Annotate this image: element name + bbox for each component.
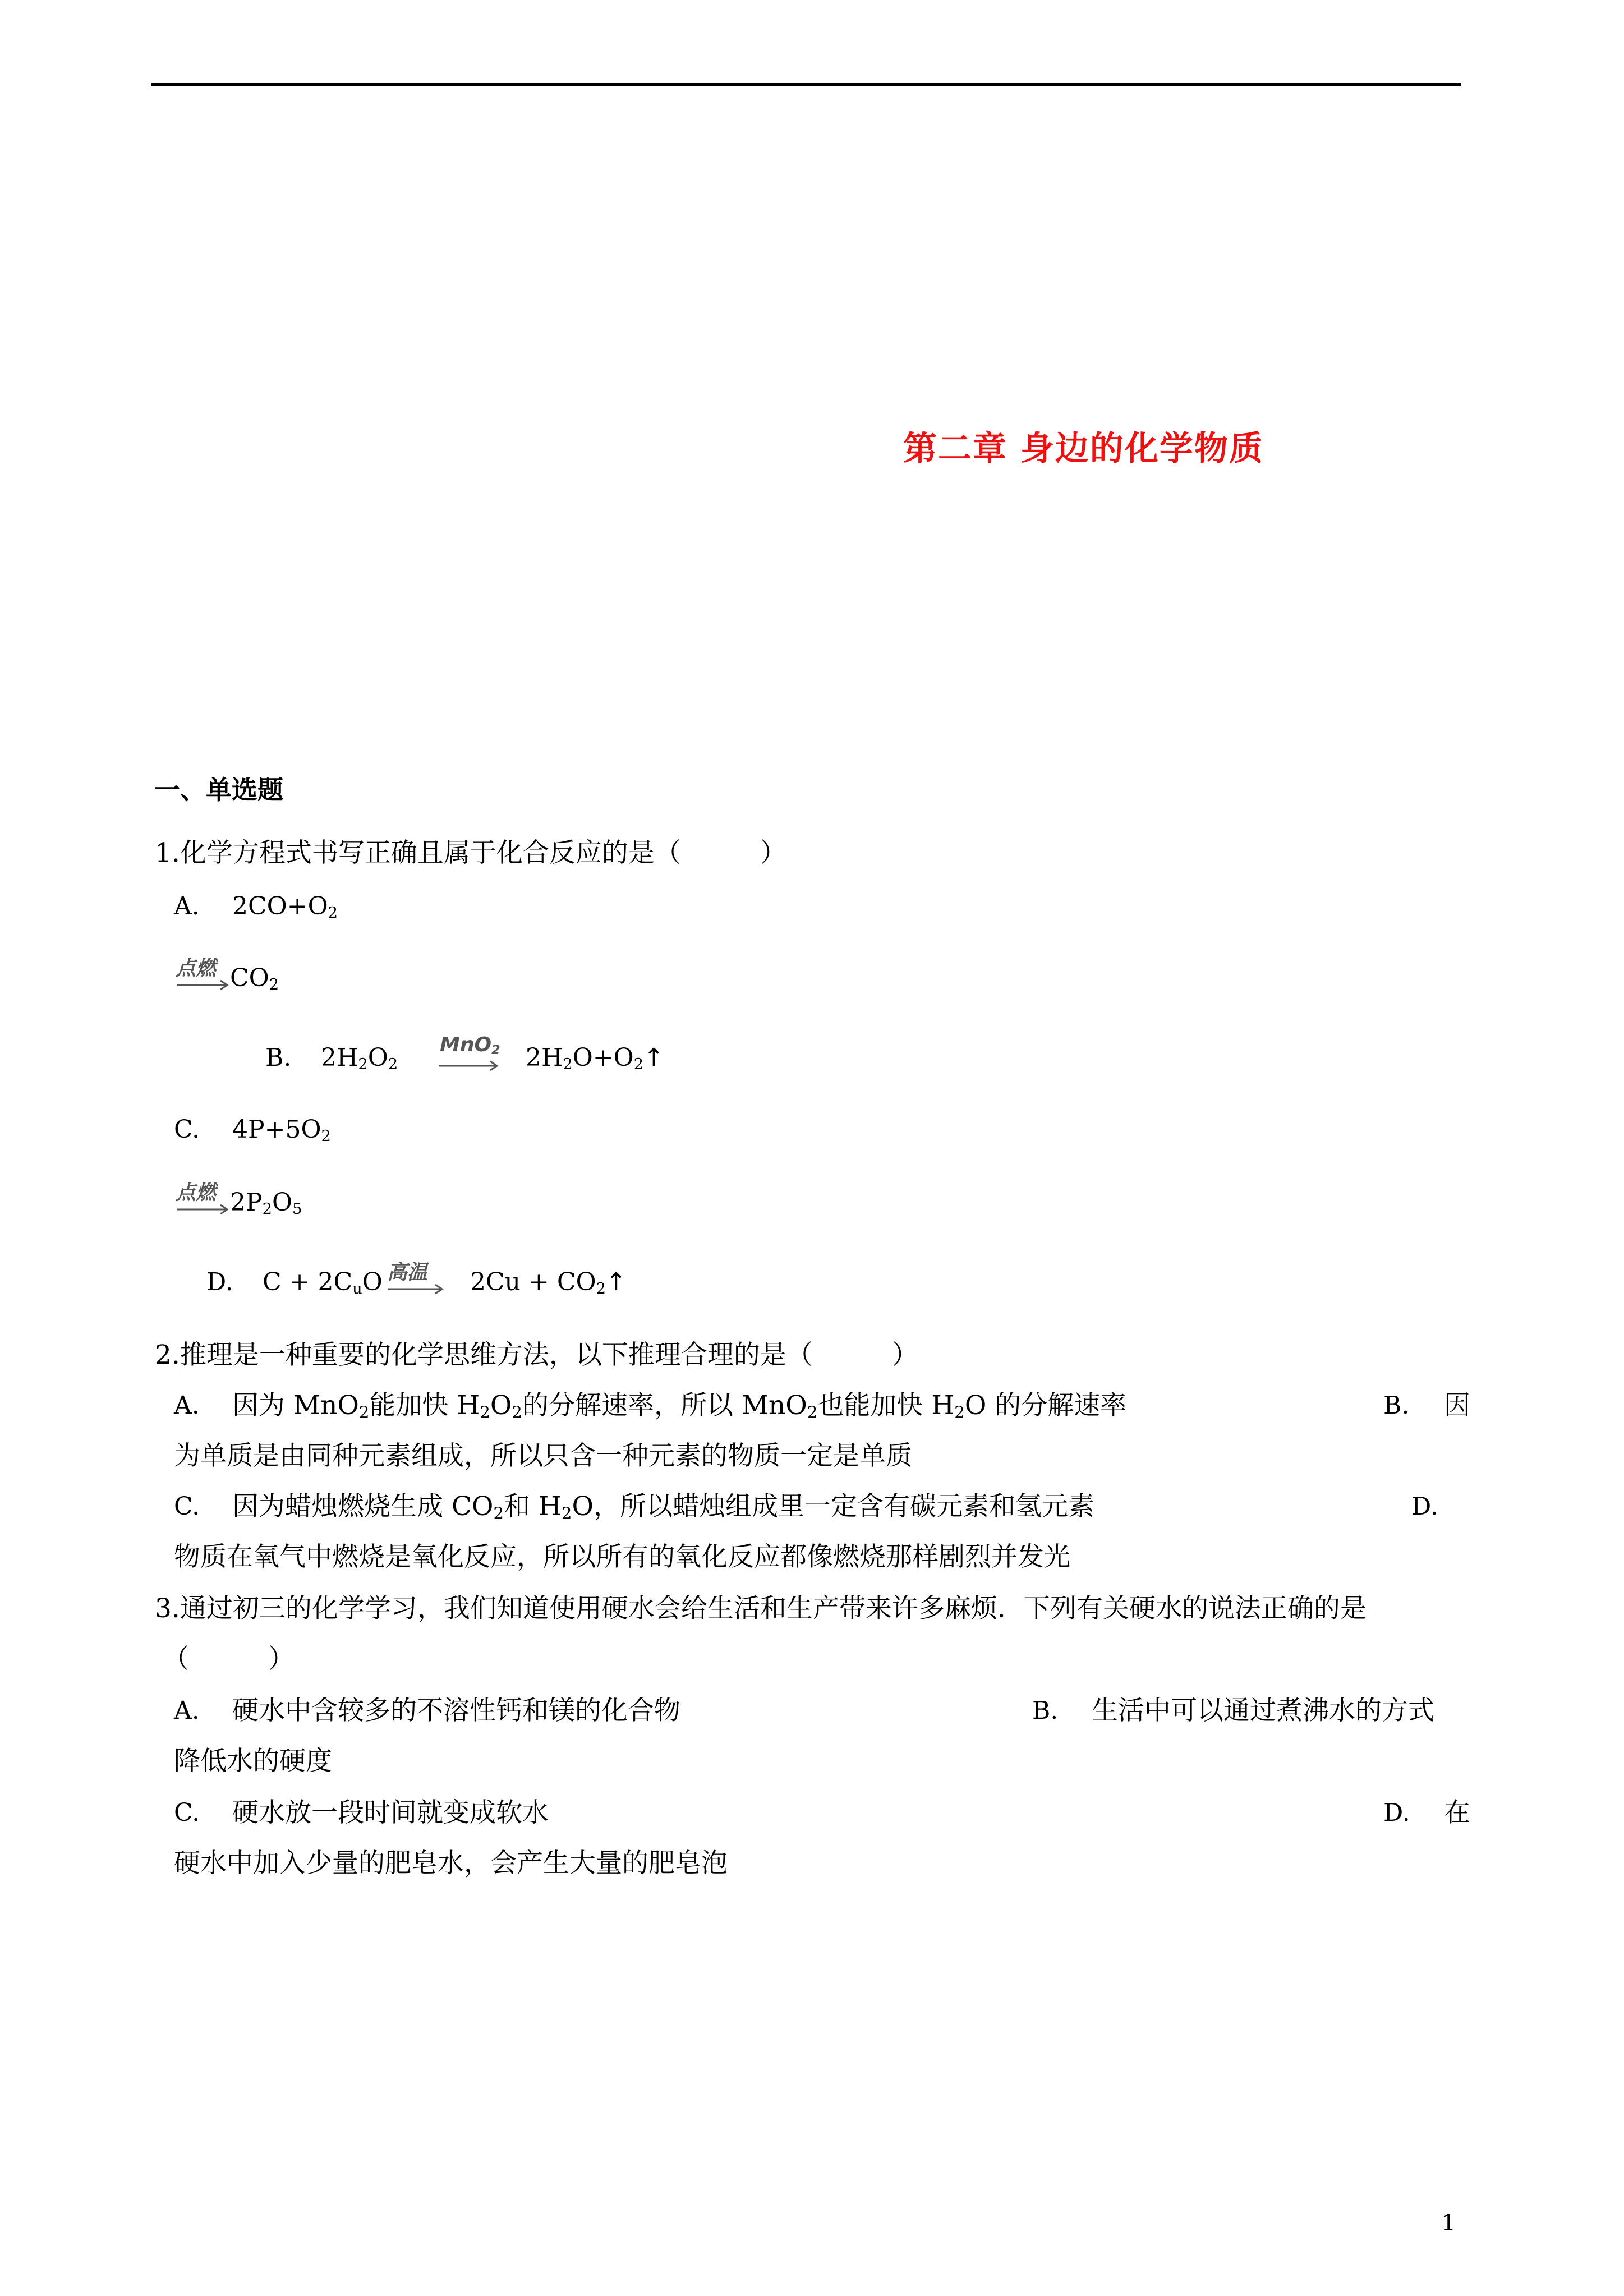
q1-a-condition: 点燃	[176, 957, 217, 980]
q1-a-reaction-arrow	[176, 953, 232, 992]
q3-option-c-label: C.	[174, 1798, 200, 1827]
q1-d-reaction-arrow	[387, 1257, 449, 1296]
q2-option-a-label: A.	[174, 1391, 200, 1420]
q2-option-b-label: B.	[1383, 1391, 1410, 1420]
header-rule	[151, 83, 1461, 86]
q1-d-condition: 高温	[387, 1261, 428, 1284]
q2-option-d-label: D.	[1411, 1492, 1438, 1521]
q2-option-c-text: 因为蜡烛燃烧生成 $CO_2$和 $H_2O$，所以蜡烛组成里一定含有碳元素和氢元素	[232, 1491, 1094, 1523]
page-number: 1	[1441, 2210, 1456, 2236]
q2-option-b-head: 因	[1444, 1390, 1470, 1421]
q1-option-a-equation: $2CO+O_2$	[232, 892, 338, 922]
q2-option-d-text: 物质在氧气中燃烧是氧化反应，所以所有的氧化反应都像燃烧那样剧烈并发光	[174, 1542, 1070, 1572]
q1-b-reaction-arrow	[438, 1033, 505, 1073]
q2-stem: 2.推理是一种重要的化学思维方法，以下推理合理的是（ ）	[155, 1340, 918, 1370]
q1-option-a-label: A.	[174, 892, 200, 921]
q1-a-product: $CO_2$	[230, 964, 279, 993]
chapter-title: 第二章 身边的化学物质	[903, 429, 1264, 468]
q3-option-d-head: 在	[1444, 1797, 1470, 1828]
q3-option-a-label: A.	[174, 1696, 200, 1725]
q3-answer-paren: （ ）	[163, 1644, 295, 1674]
q1-option-d-equation: $C + 2C_uO$	[263, 1268, 383, 1297]
q1-c-condition: 点燃	[176, 1181, 217, 1204]
q1-b-product: $2H_2O+O_2↑$	[526, 1043, 664, 1073]
q3-option-b-label: B.	[1032, 1696, 1059, 1725]
q3-option-a-text: 硬水中含较多的不溶性钙和镁的化合物	[232, 1695, 680, 1726]
q1-option-c-equation: $4P+5O_2$	[232, 1115, 331, 1145]
q1-d-product: $2Cu + CO_2↑$	[470, 1268, 627, 1297]
q1-option-c-label: C.	[174, 1115, 200, 1144]
q1-option-b-label: B.	[265, 1043, 292, 1072]
q1-b-condition: MnO$_2$	[440, 1033, 500, 1057]
q2-option-a-text: 因为 MnO$_2$能加快 $H_2O_2$的分解速率，所以 MnO$_2$也能加快 $H_2O$ 的分解速率	[232, 1390, 1127, 1422]
q1-b-reactant: $2H_2O_2$	[321, 1043, 398, 1073]
section-heading: 一、单选题	[154, 775, 283, 805]
q1-c-product: $2P_2O_5$	[230, 1188, 302, 1218]
q1-c-reaction-arrow	[176, 1177, 232, 1216]
q2-option-c-label: C.	[174, 1492, 200, 1521]
q3-option-b-head: 生活中可以通过煮沸水的方式	[1092, 1695, 1434, 1726]
q3-option-b-text: 降低水的硬度	[174, 1746, 332, 1777]
q1-option-d-label: D.	[206, 1268, 233, 1296]
q3-option-d-text: 硬水中加入少量的肥皂水，会产生大量的肥皂泡	[174, 1848, 728, 1879]
q1-stem: 1.化学方程式书写正确且属于化合反应的是（ ）	[155, 838, 786, 868]
q3-option-c-text: 硬水放一段时间就变成软水	[232, 1797, 549, 1828]
q2-option-b-text: 为单质是由同种元素组成，所以只含一种元素的物质一定是单质	[174, 1441, 912, 1471]
q3-stem: 3.通过初三的化学学习，我们知道使用硬水会给生活和生产带来许多麻烦．下列有关硬水的说法正确的是	[155, 1593, 1367, 1624]
q3-option-d-label: D.	[1383, 1798, 1410, 1827]
